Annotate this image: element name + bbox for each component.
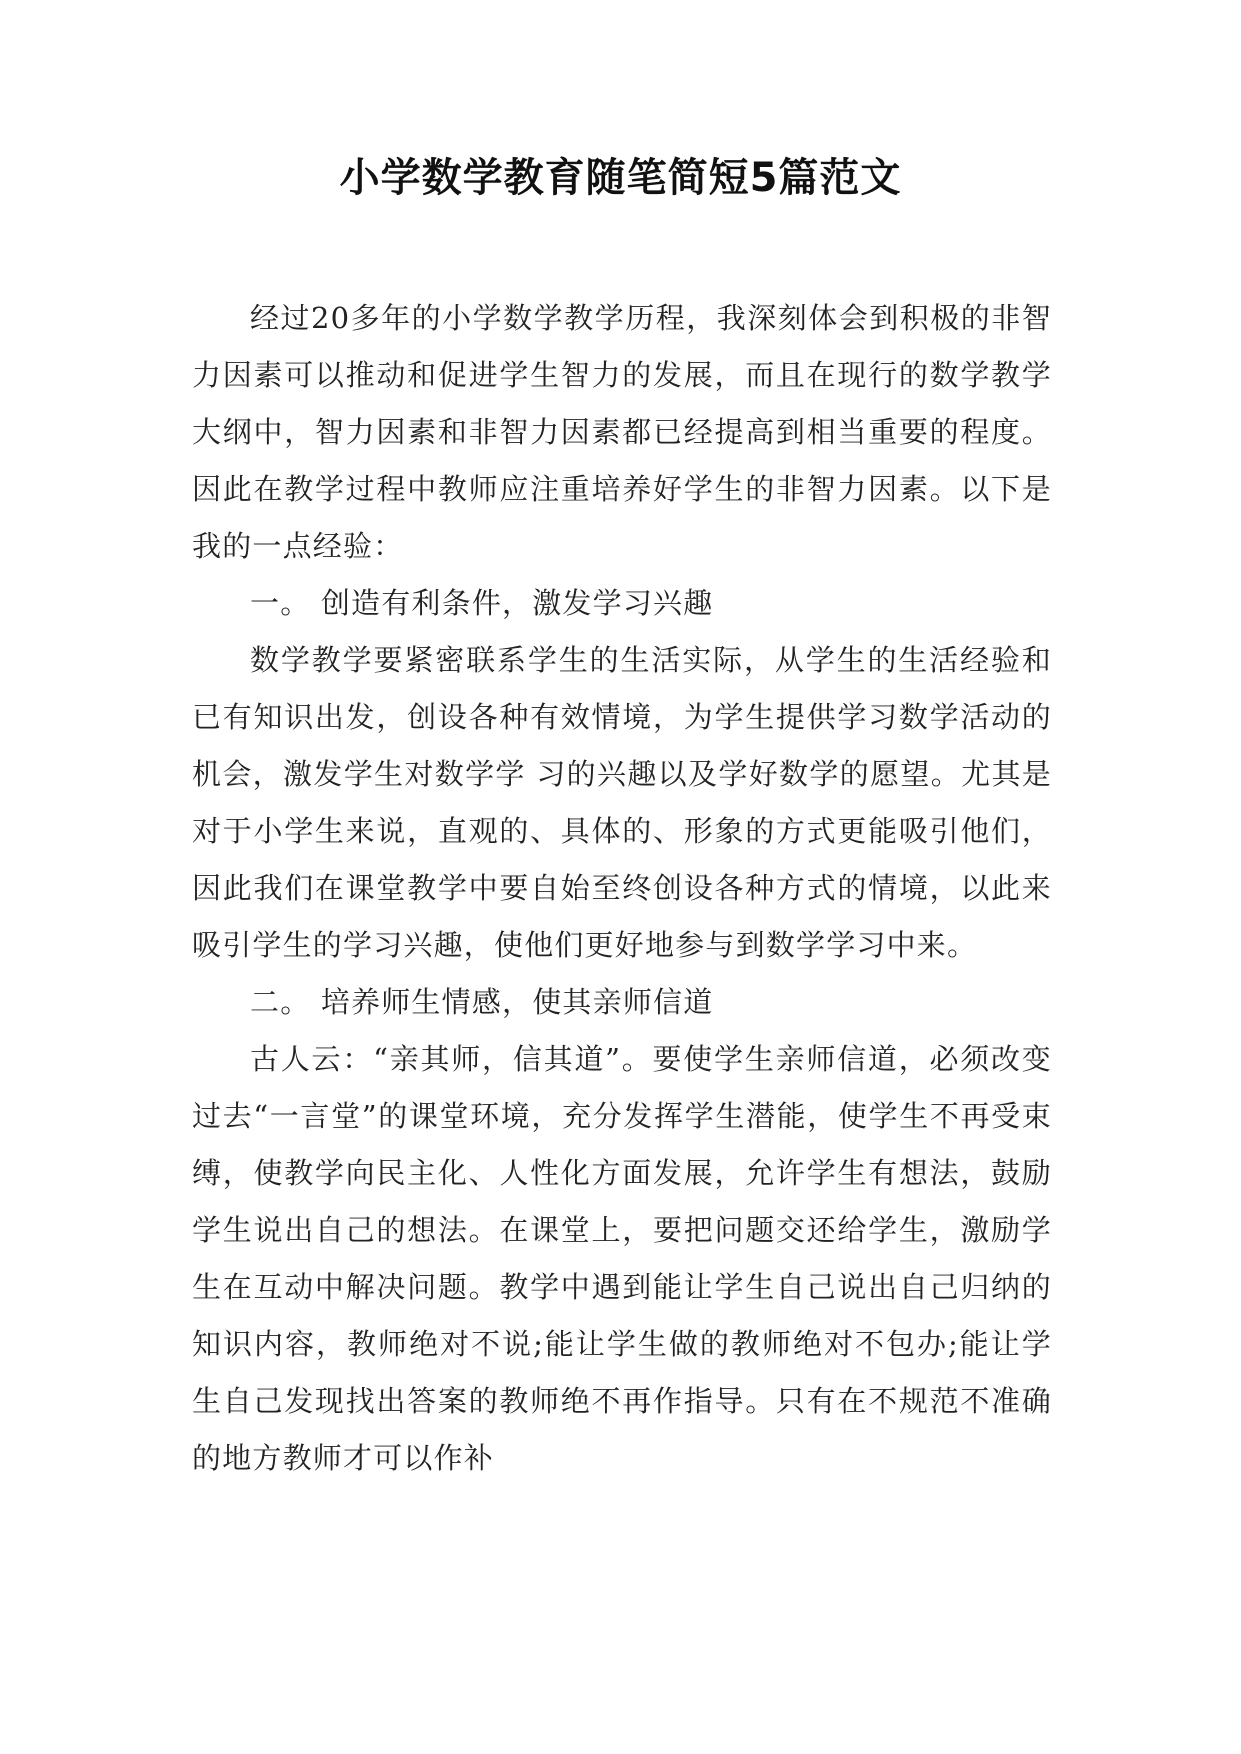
document-body — [192, 290, 1052, 1487]
section-heading-1: 一。 创造有利条件，激发学习兴趣 — [250, 586, 714, 620]
paragraph-section-1: 数学教学要紧密联系学生的生活实际，从学生的生活经验和已有知识出发，创设各种有效情境，为学生提供学习数学活动的机会，激发学生对数学学 习的兴趣以及学好数学的愿望。尤其是对于小学生来说，直观的、具体的、形象的方式更能吸引他们，因此我们在课堂教学中要自始至终创设各种方式的情境，以此来吸引学生的学习兴趣，使他们更好地参与到数学学习中来。 — [192, 643, 1052, 962]
section-heading-2: 二。 培养师生情感，使其亲师信道 — [250, 985, 714, 1019]
paragraph-section-2: 古人云：“亲其师，信其道”。要使学生亲师信道，必须改变过去“一言堂”的课堂环境，充分发挥学生潜能，使学生不再受束缚，使教学向民主化、人性化方面发展，允许学生有想法，鼓励学生说出自己的想法。在课堂上，要把问题交还给学生，激励学生在互动中解决问题。教学中遇到能让学生自己说出自己归纳的知识内容，教师绝对不说;能让学生做的教师绝对不包办;能让学生自己发现找出答案的教师绝不再作指导。只有在不规范不准确的地方教师才可以作补 — [192, 1042, 1052, 1475]
paragraph-intro: 经过20多年的小学数学教学历程，我深刻体会到积极的非智力因素可以推动和促进学生智力的发展，而且在现行的数学教学大纲中，智力因素和非智力因素都已经提高到相当重要的程度。因此在教学过程中教师应注重培养好学生的非智力因素。以下是我的一点经验： — [192, 301, 1052, 563]
document-title: 小学数学教育随笔简短5篇范文 — [339, 155, 902, 201]
